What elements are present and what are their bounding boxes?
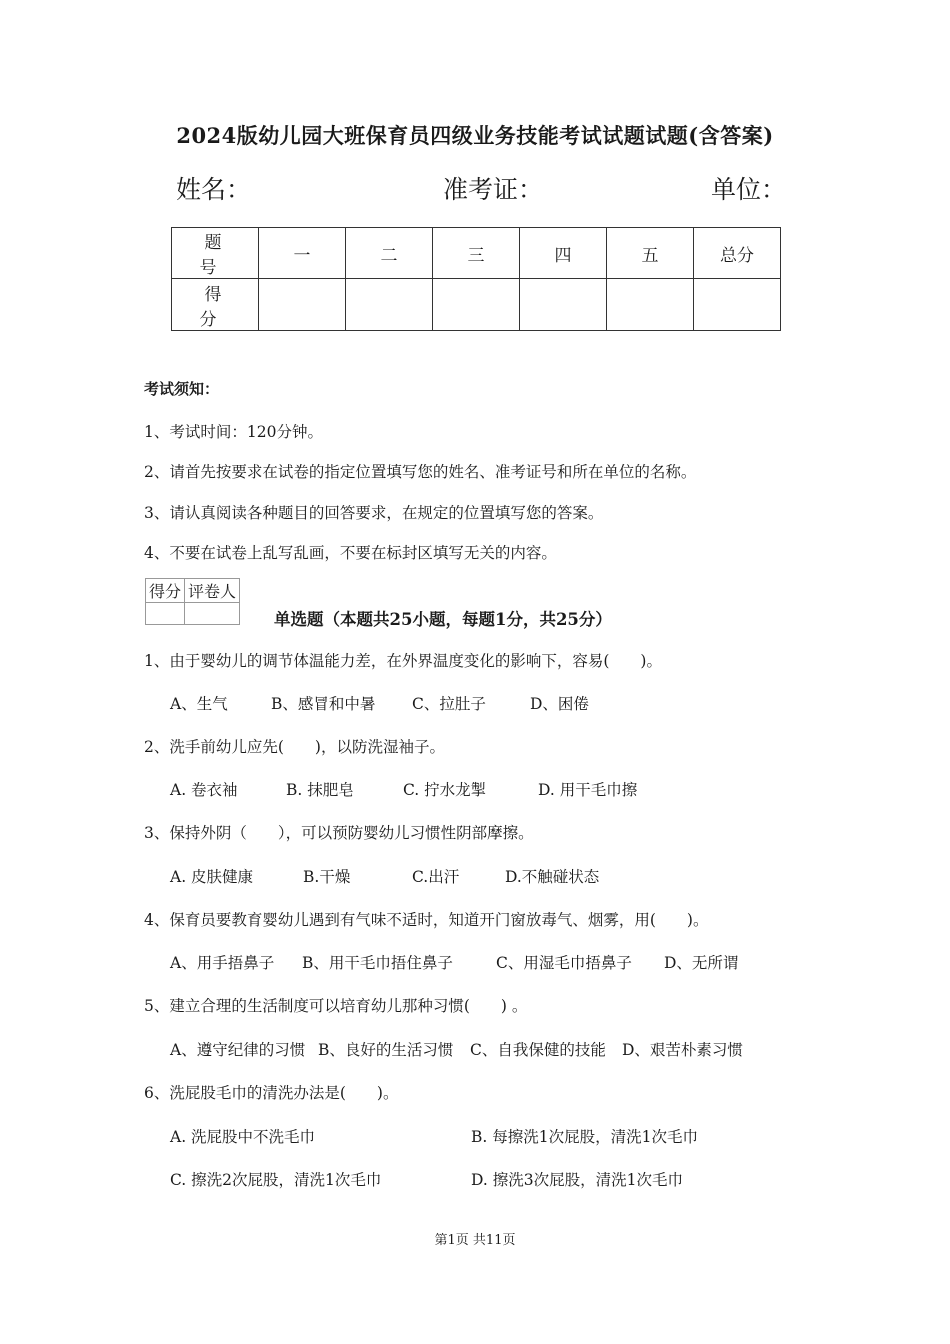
option: B. 抹肥皂 <box>286 781 354 799</box>
option: C. 擦洗2次屁股，清洗1次毛巾 <box>170 1171 382 1189</box>
score-cell[interactable] <box>346 279 433 331</box>
score-cell[interactable] <box>259 279 346 331</box>
option: C、自我保健的技能 <box>470 1041 606 1059</box>
option: D、艰苦朴素习惯 <box>622 1041 743 1059</box>
score-table-col-1: 一 <box>259 228 346 279</box>
score-table-col-5: 五 <box>607 228 694 279</box>
option: D、困倦 <box>530 695 589 713</box>
score-table-score-label: 得 分 <box>172 279 259 331</box>
notice-item: 2、请首先按要求在试卷的指定位置填写您的姓名、准考证号和所在单位的名称。 <box>144 463 697 481</box>
option: B、感冒和中暑 <box>271 695 376 713</box>
score-cell[interactable] <box>694 279 781 331</box>
score-table <box>171 227 781 331</box>
score-table-col-total: 总分 <box>694 228 781 279</box>
option: B.干燥 <box>303 868 351 886</box>
question-text: 2、洗手前幼儿应先( )，以防洗湿袖子。 <box>144 738 445 756</box>
notice-heading: 考试须知： <box>144 380 220 398</box>
score-table-col-4: 四 <box>520 228 607 279</box>
option: D、无所谓 <box>664 954 739 972</box>
option: A. 卷衣袖 <box>170 781 238 799</box>
option: B、良好的生活习惯 <box>318 1041 454 1059</box>
grader-box-grader-cell[interactable] <box>185 603 240 625</box>
grader-box <box>145 578 240 625</box>
unit-field-label: 单位： <box>711 175 787 204</box>
score-table-header-row <box>172 228 781 279</box>
notice-item: 3、请认真阅读各种题目的回答要求，在规定的位置填写您的答案。 <box>144 504 604 522</box>
document-title: 2024版幼儿园大班保育员四级业务技能考试试题试题(含答案) <box>176 123 774 148</box>
option: B. 每擦洗1次屁股，清洗1次毛巾 <box>471 1128 698 1146</box>
option: D.不触碰状态 <box>505 868 600 886</box>
score-table-col-2: 二 <box>346 228 433 279</box>
option: C. 拧水龙掣 <box>403 781 487 799</box>
section-title: 单选题（本题共25小题，每题1分，共25分） <box>274 610 612 629</box>
option: A、遵守纪律的习惯 <box>170 1041 306 1059</box>
option: A、生气 <box>170 695 228 713</box>
exam-id-field-label: 准考证： <box>443 175 544 204</box>
option: C、用湿毛巾捂鼻子 <box>496 954 632 972</box>
option: D. 用干毛巾擦 <box>538 781 638 799</box>
option: B、用干毛巾捂住鼻子 <box>302 954 453 972</box>
score-cell[interactable] <box>607 279 694 331</box>
question-text: 6、洗屁股毛巾的清洗办法是( )。 <box>144 1084 399 1102</box>
option: C.出汗 <box>412 868 460 886</box>
notice-item: 1、考试时间：120分钟。 <box>144 423 323 441</box>
notice-item: 4、不要在试卷上乱写乱画，不要在标封区填写无关的内容。 <box>144 544 557 562</box>
option: A. 洗屁股中不洗毛巾 <box>170 1128 316 1146</box>
grader-box-grader-label: 评卷人 <box>185 579 240 603</box>
question-text: 1、由于婴幼儿的调节体温能力差，在外界温度变化的影响下，容易( )。 <box>144 652 662 670</box>
score-table-col-3: 三 <box>433 228 520 279</box>
score-table-score-row <box>172 279 781 331</box>
name-field-label: 姓名： <box>176 175 252 204</box>
option: A. 皮肤健康 <box>170 868 254 886</box>
question-text: 4、保育员要教育婴幼儿遇到有气味不适时，知道开门窗放毒气、烟雾，用( )。 <box>144 911 709 929</box>
option: A、用手捂鼻子 <box>170 954 275 972</box>
option: C、拉肚子 <box>412 695 486 713</box>
score-cell[interactable] <box>433 279 520 331</box>
score-table-header-label: 题 号 <box>172 228 259 279</box>
score-cell[interactable] <box>520 279 607 331</box>
grader-box-score-cell[interactable] <box>146 603 185 625</box>
grader-box-score-label: 得分 <box>146 579 185 603</box>
page-footer: 第1页 共11页 <box>434 1233 516 1248</box>
question-text: 5、建立合理的生活制度可以培育幼儿那种习惯( ) 。 <box>144 997 528 1015</box>
option: D. 擦洗3次屁股，清洗1次毛巾 <box>471 1171 683 1189</box>
question-text: 3、保持外阴（ ），可以预防婴幼儿习惯性阴部摩擦。 <box>144 824 534 842</box>
